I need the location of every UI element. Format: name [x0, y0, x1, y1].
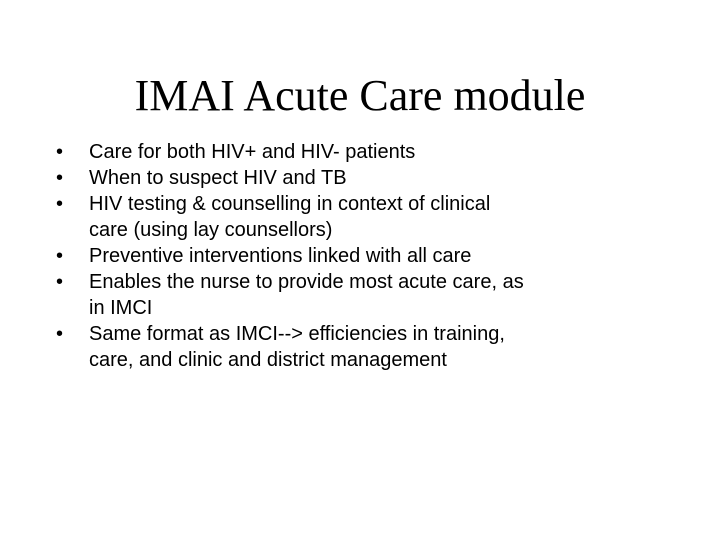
- bullet-text-line: When to suspect HIV and TB: [89, 167, 347, 189]
- bullet-item-2: [56, 165, 676, 191]
- bullet-item-1: [56, 139, 676, 165]
- bullet-list: [56, 139, 676, 373]
- bullet-text-line: Care for both HIV+ and HIV- patients: [89, 141, 416, 163]
- bullet-text-line: care, and clinic and district management: [89, 349, 447, 371]
- bullet-icon: •: [56, 193, 64, 215]
- bullet-text-line: Enables the nurse to provide most acute care, as: [89, 271, 524, 293]
- bullet-icon: •: [56, 167, 64, 189]
- slide-title: IMAI Acute Care module: [134, 71, 586, 120]
- bullet-icon: •: [56, 245, 64, 267]
- bullet-item-6: [56, 321, 676, 373]
- bullet-icon: •: [56, 141, 64, 163]
- bullet-item-3: [56, 191, 676, 243]
- bullet-text-line: HIV testing & counselling in context of clinical: [89, 193, 491, 215]
- bullet-icon: •: [56, 323, 64, 345]
- bullet-text-line: in IMCI: [89, 297, 153, 319]
- bullet-text-line: Same format as IMCI--> efficiencies in training,: [89, 323, 505, 345]
- bullet-text-line: care (using lay counsellors): [89, 219, 333, 241]
- bullet-icon: •: [56, 271, 64, 293]
- bullet-item-5: [56, 269, 676, 321]
- bullet-text-line: Preventive interventions linked with all care: [89, 245, 472, 267]
- bullet-item-4: [56, 243, 676, 269]
